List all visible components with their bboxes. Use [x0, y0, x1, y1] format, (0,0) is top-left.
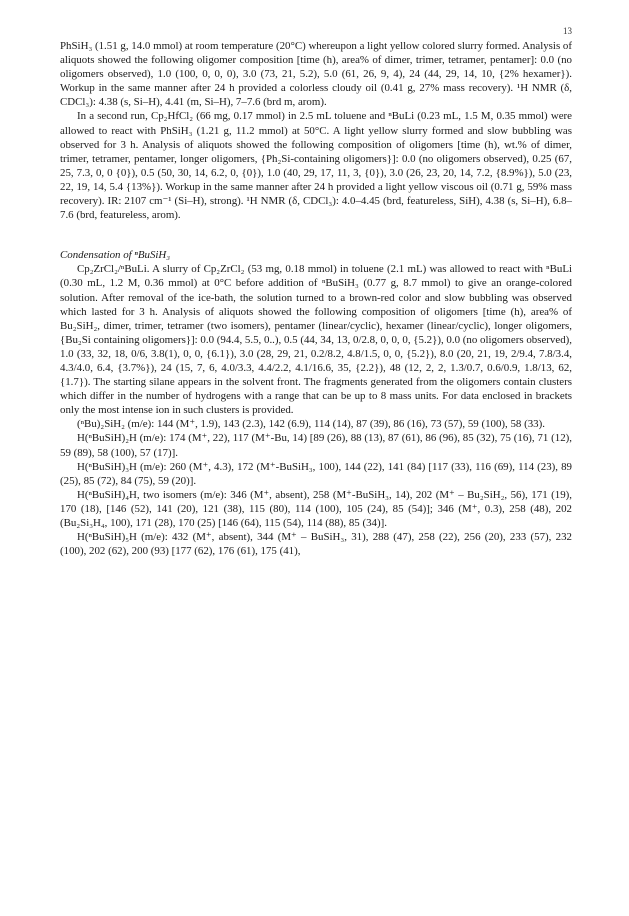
ms-dimer: H(ⁿBuSiH)₂H (m/e): 174 (M⁺, 22), 117 (M⁺-Bu, 14) [89 (26), 88 (13), 87 (61), 86 (96), 85 (32), 75 (16), 71 (12), 59 (89), 58 (100), 57 (17)]. [60, 432, 572, 459]
body-text [60, 39, 572, 558]
para-second-run: In a second run, Cp₂HfCl₂ (66 mg, 0.17 mmol) in 2.5 mL toluene and ⁿBuLi (0.23 mL, 1.5 M, 0.35 mmol) were allowed to react with PhSiH₃ (1.21 g, 11.2 mmol) at 50°C. A light yellow slurry formed and slow bubbling was observed for 3 h. Analysis of aliquots showed the following composition of oligomers [time (h), wt.% of dimer, trimer, tetramer, pentamer, longer oligomers, {Ph₂Si-containing oligomers}]: 0.0 (no oligomers observed), 0.25 (67, 25, 7.3, 0, 0 {0}), 0.5 (50, 30, 14, 6.2, 0, {0}), 1.0 (40, 29, 17, 11, 3, {0}), 3.0 (26, 23, 20, 14, 7.2, {8.9%}), 5.0 (23, 22, 19, 14, 5.4 {13%}). Workup in the same manner after 24 h provided a light yellow viscous oil (0.71 g, 59% mass recovery). IR: 2107 cm⁻¹ (Si–H), strong). ¹H NMR (δ, CDCl₃): 4.0–4.45 (brd, featureless, SiH), 4.38 (s, Si–H), 6.8–7.6 (brd, featureless, arom). [60, 110, 572, 222]
para-cp2zrcl2: Cp₂ZrCl₂/ⁿBuLi. A slurry of Cp₂ZrCl₂ (53 mg, 0.18 mmol) in toluene (2.1 mL) was allowed to react with ⁿBuLi (0.30 mL, 1.2 M, 0.36 mmol) at 0°C before addition of ⁿBuSiH₃ (0.77 g, 8.7 mmol) to give an orange-colored solution. After removal of the ice-bath, the solution turned to a brown-red color and slow bubbling was observed which lasted for 3 h. Analysis of aliquots showed the following composition of oligomers [time (h), area% of Bu₂SiH₂, dimer, trimer, tetramer (two isomers), pentamer (linear/cyclic), hexamer (linear/cyclic), longer oligomers, {Bu₂Si containing oligomers}]: 0.0 (94.4, 5.5, 0..), 0.5 (44, 34, 13, 0/2.8, 0, 0, 0, {5.2}), 0.0 (no oligomers observed), 1.0 (33, 32, 18, 0/6, 3.8(1), 0, 0, {6.1}), 3.0 (28, 29, 21, 0.2/8.2, 4.8/1.5, 0, 0, {5.2}), 8.0 (20, 21, 19, 2/9.4, 7.8/3.4, 4.3/4.0, 6.4, {3.7%}), 24 (15, 7, 6, 4.0/3.3, 4.4/2.2, 4.1/16.6, 35, {2.2}), 48 (12, 2, 2, 1.3/0.7, 0.6/0.9, 1.8/13, 62, {1.7}). The starting silane appears in the solvent front. The fragments generated from the oligomers contain clusters which differ in the number of hydrogens with a range that can be up to 8 mass units. For data enclosed in brackets only the most intense ion in such clusters is provided. [60, 263, 572, 417]
page-number: 13 [563, 26, 572, 36]
ms-trimer: H(ⁿBuSiH)₃H (m/e): 260 (M⁺, 4.3), 172 (M⁺-BuSiH₃, 100), 144 (22), 141 (84) [117 (33), 116 (69), 114 (23), 89 (25), 85 (72), 84 (75), 59 (20)]. [60, 460, 572, 487]
ms-bu2sih2: (ⁿBu)₂SiH₂ (m/e): 144 (M⁺, 1.9), 143 (2.3), 142 (6.9), 114 (14), 87 (39), 86 (16), 73 (57), 59 (100), 58 (33). [77, 418, 545, 431]
para-phsih3-continued: PhSiH₃ (1.51 g, 14.0 mmol) at room temperature (20°C) whereupon a light yellow colored slurry formed. Analysis of aliquots showed the following oligomer composition [time (h), area% of dimer, trimer, tetramer, pentamer]: 0.0 (no oligomers observed), 1.0 (100, 0, 0, 0), 3.0 (73, 21, 5.2), 5.0 (61, 26, 9, 4), 24 (44, 29, 14, 10, {2% hexamer}). Workup in the same manner after 24 h provided a colorless cloudy oil (0.41 g, 27% mass recovery). ¹H NMR (δ, CDCl₃): 4.38 (s, Si–H), 4.41 (m, Si–H), 7–7.6 (brd m, arom). [60, 40, 572, 109]
document-page [60, 24, 572, 558]
section-heading: Condensation of ⁿBuSiH₃ [60, 249, 171, 262]
ms-tetramer: H(ⁿBuSiH)₄H, two isomers (m/e): 346 (M⁺, absent), 258 (M⁺-BuSiH₃, 14), 202 (M⁺ – Bu₂SiH₂, 56), 171 (19), 170 (18), [146 (52), 141 (20), 121 (38), 115 (80), 114 (100), 105 (24), 85 (54)]; 346 (M⁺, 0.3), 258 (48), 202 (Bu₂Si₃H₄, 100), 171 (28), 170 (25) [146 (64), 115 (54), 114 (88), 85 (34)]. [60, 488, 572, 529]
ms-pentamer: H(ⁿBuSiH)₅H (m/e): 432 (M⁺, absent), 344 (M⁺ – BuSiH₃, 31), 288 (47), 258 (22), 256 (20), 233 (57), 232 (100), 202 (62), 200 (93) [177 (62), 176 (61), 175 (41), [60, 531, 572, 558]
